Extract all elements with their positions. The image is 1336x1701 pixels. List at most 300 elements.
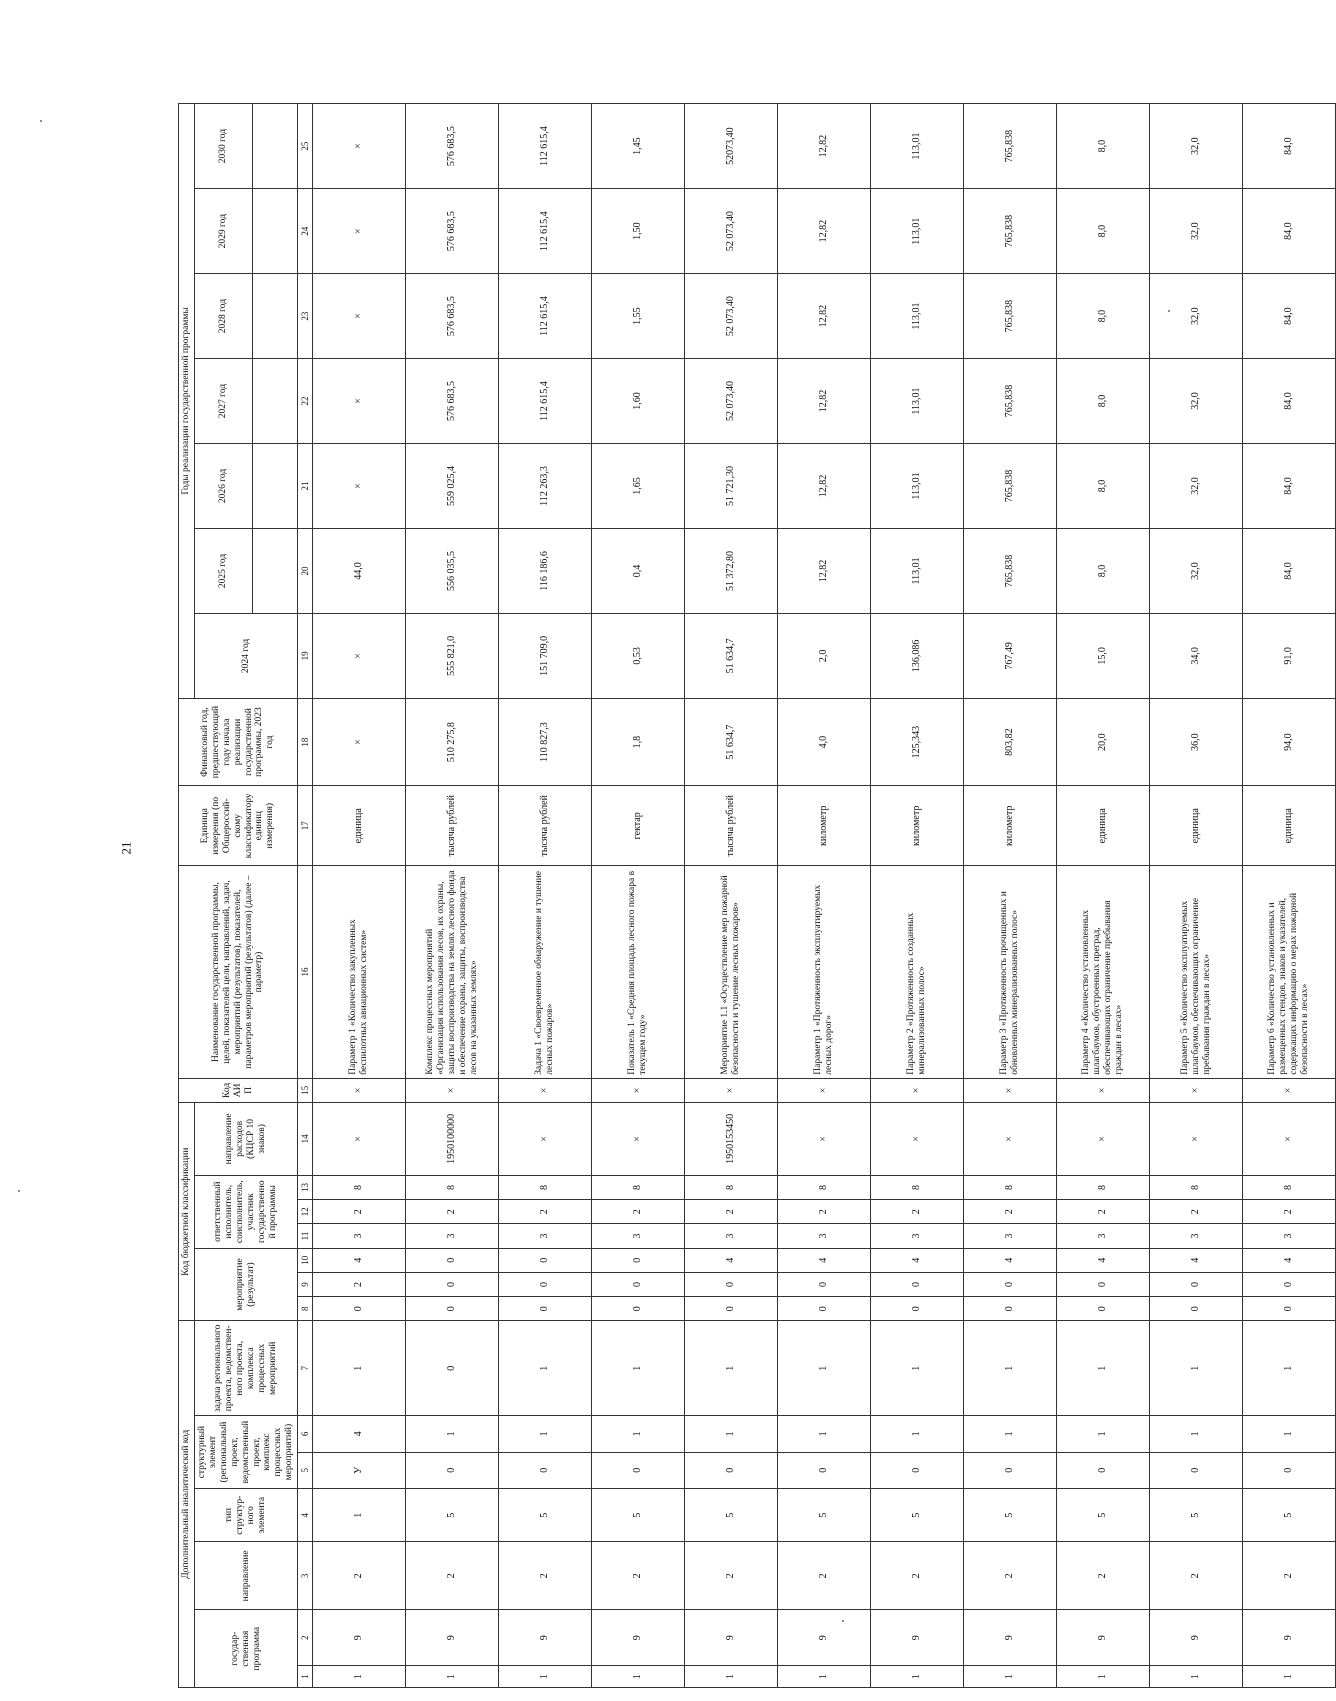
code-cell: 9 (964, 1610, 1057, 1666)
code-cell: 3 (1057, 1224, 1150, 1248)
code-cell: 2 (1150, 1542, 1243, 1610)
year-value-cell: 32,0 (1150, 359, 1243, 444)
code-cell: 2 (871, 1200, 964, 1224)
year-value-cell: 84,0 (1243, 104, 1336, 189)
code-cell: 8 (592, 1175, 685, 1199)
code-cell: 0 (871, 1452, 964, 1488)
event-header: мероприятие (результат) (194, 1248, 297, 1321)
table-row (499, 104, 592, 1688)
code-cell: 8 (313, 1175, 406, 1199)
code-cell: 3 (778, 1224, 871, 1248)
year-value-cell: 2,0 (778, 613, 871, 698)
code-cell: 2 (1057, 1542, 1150, 1610)
year-value-cell: 112 615,4 (499, 274, 592, 359)
code-cell: 1 (499, 1321, 592, 1416)
code-cell: 9 (871, 1610, 964, 1666)
year-value-cell: 136,086 (871, 613, 964, 698)
code-cell: 1 (685, 1416, 778, 1452)
code-cell: 1 (1057, 1321, 1150, 1416)
code-cell: 1 (592, 1416, 685, 1452)
year-value-cell: 1,55 (592, 274, 685, 359)
year-value-cell: 151 709,0 (499, 613, 592, 698)
table-row (406, 104, 499, 1688)
code-cell: 0 (871, 1272, 964, 1296)
unit-cell: километр (964, 786, 1057, 866)
name-header: Наименование государственной программы, целей, показателей цели, направлений, задач, мероприятий (результатов), показателей, параметров мероприятий (результатов) (далее – параметр) (179, 866, 298, 1078)
year-value-cell: 765,838 (964, 359, 1057, 444)
item-name-cell: Параметр 2 «Протяженность созданных минерализованных полос» (871, 866, 964, 1078)
code-cell: 5 (1150, 1488, 1243, 1541)
year-value-cell: 1,45 (592, 104, 685, 189)
year-value-cell: 1,60 (592, 359, 685, 444)
base-year-value-cell: 94,0 (1243, 698, 1336, 785)
year-value-cell: 32,0 (1150, 189, 1243, 274)
code-cell: 0 (964, 1297, 1057, 1321)
code-cell: 1950153450 (685, 1103, 778, 1176)
code-cell: 5 (592, 1488, 685, 1541)
code-cell: 1 (871, 1416, 964, 1452)
year-value-cell: 576 683,5 (406, 359, 499, 444)
year-value-cell: 765,838 (964, 444, 1057, 529)
year-value-cell: 12,82 (778, 274, 871, 359)
year-value-cell: 15,0 (1057, 613, 1150, 698)
code-cell: 0 (499, 1248, 592, 1272)
year-value-cell: 765,838 (964, 528, 1057, 613)
table-row (1243, 104, 1336, 1688)
code-cell: × (592, 1103, 685, 1176)
rotated-table-wrapper (178, 103, 1311, 1688)
year-value-cell: 52073,40 (685, 104, 778, 189)
column-number: 20 (298, 528, 313, 613)
year-value-cell: 32,0 (1150, 528, 1243, 613)
year-value-cell: 116 186,6 (499, 528, 592, 613)
code-cell: 0 (1243, 1452, 1336, 1488)
year-value-cell: 767,49 (964, 613, 1057, 698)
year-value-cell: 765,838 (964, 274, 1057, 359)
code-cell: 2 (1243, 1200, 1336, 1224)
column-number: 19 (298, 613, 313, 698)
column-number: 11 (298, 1224, 313, 1248)
year-value-cell: 556 035,5 (406, 528, 499, 613)
executor-header: ответственный исполнитель, соисполнитель, участник государственной программы (194, 1175, 297, 1248)
code-cell: × (871, 1078, 964, 1102)
code-cell: 2 (592, 1200, 685, 1224)
item-name-cell: Показатель 1 «Средняя площадь лесного пожара в текущем году» (592, 866, 685, 1078)
year-value-cell: 84,0 (1243, 359, 1336, 444)
scan-speck (18, 1190, 20, 1192)
code-cell: 2 (871, 1542, 964, 1610)
code-cell: 3 (592, 1224, 685, 1248)
code-cell: 2 (406, 1200, 499, 1224)
code-cell: 2 (499, 1542, 592, 1610)
column-number-row (298, 104, 313, 1688)
code-cell: 1 (871, 1666, 964, 1688)
code-cell: 1 (313, 1321, 406, 1416)
year-header: 2027 год (194, 359, 252, 444)
item-name-cell: Параметр 6 «Количество установленных и размещенных стендов, знаков и указателей, содержащих информацию о мерах пожарной безопасности в лесах» (1243, 866, 1336, 1078)
code-cell: 0 (592, 1248, 685, 1272)
code-cell: 0 (1150, 1297, 1243, 1321)
code-cell: 1 (778, 1416, 871, 1452)
item-name-cell: Параметр 4 «Количество установленных шлагбаумов, обустроенных преград, обеспечивающих ограничение пребывания граждан в лесах» (1057, 866, 1150, 1078)
code-cell: 5 (685, 1488, 778, 1541)
year-value-cell: 12,82 (778, 359, 871, 444)
table-body (298, 104, 1336, 1688)
task-header: задача регионального проекта, ведомствен- ного проекта, комплекса процессных мероприятий (194, 1321, 297, 1416)
type-header: тип структур- ного элемента (194, 1488, 297, 1541)
code-cell: 0 (499, 1272, 592, 1296)
column-number: 18 (298, 698, 313, 785)
year-value-cell: 576 683,5 (406, 274, 499, 359)
year-value-cell: 84,0 (1243, 528, 1336, 613)
code-cell: 0 (406, 1248, 499, 1272)
code-cell: 9 (1243, 1610, 1336, 1666)
year-spacer (253, 274, 298, 359)
item-name-cell: Параметр 1 «Количество закупленных беспилотных авиационных систем» (313, 866, 406, 1078)
group-analytic-header: Дополнительный аналитический код (179, 1321, 195, 1688)
code-cell: × (499, 1103, 592, 1176)
year-value-cell: 84,0 (1243, 189, 1336, 274)
code-cell: 1 (964, 1666, 1057, 1688)
code-cell: 4 (313, 1248, 406, 1272)
code-cell: 9 (499, 1610, 592, 1666)
code-cell: 5 (964, 1488, 1057, 1541)
code-cell: 0 (964, 1452, 1057, 1488)
year-value-cell: 559 025,4 (406, 444, 499, 529)
code-cell: 1 (778, 1321, 871, 1416)
year-header: 2026 год (194, 444, 252, 529)
unit-cell: единица (1243, 786, 1336, 866)
code-cell: × (499, 1078, 592, 1102)
code-cell: 0 (499, 1297, 592, 1321)
code-cell: 9 (592, 1610, 685, 1666)
code-cell: 1 (406, 1666, 499, 1688)
code-cell: 2 (406, 1542, 499, 1610)
code-cell: 5 (778, 1488, 871, 1541)
unit-cell: единица (1057, 786, 1150, 866)
unit-cell: единица (1150, 786, 1243, 866)
year-value-cell: 52 073,40 (685, 189, 778, 274)
code-cell: × (592, 1078, 685, 1102)
code-cell: 8 (1057, 1175, 1150, 1199)
year-value-cell: 32,0 (1150, 274, 1243, 359)
code-cell: 0 (1243, 1297, 1336, 1321)
code-cell: 0 (871, 1297, 964, 1321)
code-cell: 4 (871, 1248, 964, 1272)
code-cell: 1 (592, 1321, 685, 1416)
column-number: 24 (298, 189, 313, 274)
code-cell: 8 (406, 1175, 499, 1199)
base-year-header: Финансовый год, предшествующий году начала реализации государственной программы, 2023 год (179, 698, 298, 785)
code-cell: 0 (499, 1452, 592, 1488)
year-value-cell: 112 615,4 (499, 104, 592, 189)
column-number: 13 (298, 1175, 313, 1199)
code-cell: 0 (964, 1272, 1057, 1296)
code-cell: 2 (313, 1200, 406, 1224)
year-header: 2030 год (194, 104, 252, 189)
table-row (1057, 104, 1150, 1688)
year-value-cell: × (313, 189, 406, 274)
year-value-cell: 84,0 (1243, 444, 1336, 529)
struct-elem-header: структурный элемент (региональный проект, ведомственный проект, комплекс процессных мероприятий) (194, 1416, 297, 1489)
base-year-value-cell: 4,0 (778, 698, 871, 785)
code-cell: 1 (592, 1666, 685, 1688)
column-number: 14 (298, 1103, 313, 1176)
column-number: 1 (298, 1666, 313, 1688)
code-cell: 3 (871, 1224, 964, 1248)
code-cell: 0 (592, 1452, 685, 1488)
year-value-cell: × (313, 274, 406, 359)
code-cell: 1 (313, 1488, 406, 1541)
column-number: 12 (298, 1200, 313, 1224)
base-year-value-cell: 20,0 (1057, 698, 1150, 785)
year-value-cell: 51 721,30 (685, 444, 778, 529)
code-cell: 0 (1150, 1452, 1243, 1488)
year-value-cell: 91,0 (1243, 613, 1336, 698)
column-number: 3 (298, 1542, 313, 1610)
year-value-cell: 8,0 (1057, 274, 1150, 359)
gp-header: государ- ственная программа (194, 1610, 297, 1688)
code-cell: 1950100000 (406, 1103, 499, 1176)
column-number: 8 (298, 1297, 313, 1321)
year-value-cell: 765,838 (964, 104, 1057, 189)
base-year-value-cell: 510 275,8 (406, 698, 499, 785)
year-spacer (253, 444, 298, 529)
page-number: 21 (118, 841, 134, 855)
code-cell: × (406, 1078, 499, 1102)
year-value-cell: 113,01 (871, 189, 964, 274)
code-cell: × (1057, 1103, 1150, 1176)
code-cell: 2 (1243, 1542, 1336, 1610)
code-cell: 0 (592, 1297, 685, 1321)
column-number: 22 (298, 359, 313, 444)
code-cell: 1 (406, 1416, 499, 1452)
code-cell: 4 (1243, 1248, 1336, 1272)
code-cell: 3 (964, 1224, 1057, 1248)
year-value-cell: 0,53 (592, 613, 685, 698)
code-cell: 1 (685, 1321, 778, 1416)
base-year-value-cell: 1,8 (592, 698, 685, 785)
year-value-cell: 113,01 (871, 444, 964, 529)
column-number: 17 (298, 786, 313, 866)
code-cell: × (1150, 1078, 1243, 1102)
code-cell: 2 (778, 1200, 871, 1224)
code-cell: 2 (499, 1200, 592, 1224)
code-cell: × (313, 1103, 406, 1176)
year-value-cell: 576 683,5 (406, 104, 499, 189)
code-cell: 3 (685, 1224, 778, 1248)
unit-cell: тысяча рублей (499, 786, 592, 866)
group-budget-header: Код бюджетной классификации (179, 1103, 195, 1321)
code-cell: 9 (1057, 1610, 1150, 1666)
code-cell: 4 (964, 1248, 1057, 1272)
year-header: 2025 год (194, 528, 252, 613)
year-value-cell: 8,0 (1057, 189, 1150, 274)
code-cell: 9 (685, 1610, 778, 1666)
year-value-cell: 112 615,4 (499, 359, 592, 444)
code-cell: 8 (685, 1175, 778, 1199)
code-cell: 8 (1243, 1175, 1336, 1199)
code-cell: 0 (1150, 1272, 1243, 1296)
year-value-cell: 113,01 (871, 274, 964, 359)
code-cell: × (1243, 1078, 1336, 1102)
code-cell: 1 (499, 1666, 592, 1688)
year-spacer (253, 104, 298, 189)
item-name-cell: Комплекс процессных мероприятий «Организация использования лесов, их охраны, защиты воспроизводства на землях лесного фонда и обеспечение охраны, защиты, воспроизводства лесов на указанных землях» (406, 866, 499, 1078)
year-value-cell: 1,50 (592, 189, 685, 274)
code-cell: 8 (499, 1175, 592, 1199)
unit-header: Единица измерения (по Общероссий- скому классификатору единиц измерения) (179, 786, 298, 866)
code-cell: 2 (313, 1542, 406, 1610)
year-header: 2029 год (194, 189, 252, 274)
scan-speck (842, 1620, 844, 1622)
year-value-cell: 765,838 (964, 189, 1057, 274)
year-value-cell: 12,82 (778, 528, 871, 613)
code-cell: 8 (778, 1175, 871, 1199)
code-cell: 0 (1057, 1452, 1150, 1488)
year-value-cell: 32,0 (1150, 444, 1243, 529)
column-number: 4 (298, 1488, 313, 1541)
column-number: 5 (298, 1452, 313, 1488)
unit-cell: километр (778, 786, 871, 866)
code-cell: 3 (1243, 1224, 1336, 1248)
unit-cell: тысяча рублей (685, 786, 778, 866)
base-year-value-cell: × (313, 698, 406, 785)
year-value-cell: 113,01 (871, 104, 964, 189)
year-spacer (253, 359, 298, 444)
direction-header: направление (194, 1542, 297, 1610)
scan-speck (40, 120, 42, 122)
year-value-cell: 44,0 (313, 528, 406, 613)
code-cell: 8 (871, 1175, 964, 1199)
year-value-cell: 112 263,3 (499, 444, 592, 529)
code-cell: 3 (1150, 1224, 1243, 1248)
code-cell: 0 (685, 1297, 778, 1321)
code-cell: 5 (406, 1488, 499, 1541)
code-cell: 1 (1150, 1666, 1243, 1688)
code-cell: 0 (1057, 1272, 1150, 1296)
column-number: 23 (298, 274, 313, 359)
code-cell: 1 (1150, 1416, 1243, 1452)
code-cell: 1 (871, 1321, 964, 1416)
table-row (871, 104, 964, 1688)
code-cell: 4 (313, 1416, 406, 1452)
header-row-1 (179, 104, 195, 1688)
year-value-cell: 52 073,40 (685, 359, 778, 444)
item-name-cell: Параметр 1 «Протяженность эксплуатируемых лесных дорог» (778, 866, 871, 1078)
unit-cell: единица (313, 786, 406, 866)
code-cell: 0 (778, 1452, 871, 1488)
code-cell: 0 (778, 1272, 871, 1296)
year-value-cell: 34,0 (1150, 613, 1243, 698)
code-cell: 8 (964, 1175, 1057, 1199)
item-name-cell: Мероприятие 1.1 «Осуществление мер пожарной безопасности и тушение лесных пожаров» (685, 866, 778, 1078)
code-cell: 0 (1243, 1272, 1336, 1296)
base-year-value-cell: 803,82 (964, 698, 1057, 785)
code-cell: 9 (313, 1610, 406, 1666)
year-value-cell: 555 821,0 (406, 613, 499, 698)
code-cell: × (964, 1078, 1057, 1102)
code-cell: × (871, 1103, 964, 1176)
scan-speck (1168, 310, 1170, 312)
code-cell: 5 (871, 1488, 964, 1541)
code-cell: 0 (685, 1272, 778, 1296)
year-value-cell: 112 615,4 (499, 189, 592, 274)
base-year-value-cell: 51 634,7 (685, 698, 778, 785)
year-value-cell: 52 073,40 (685, 274, 778, 359)
table-row (964, 104, 1057, 1688)
code-cell: 4 (1150, 1248, 1243, 1272)
year-spacer (253, 528, 298, 613)
column-number: 15 (298, 1078, 313, 1102)
code-cell: × (1150, 1103, 1243, 1176)
column-number: 7 (298, 1321, 313, 1416)
code-cell: 0 (592, 1272, 685, 1296)
unit-cell: тысяча рублей (406, 786, 499, 866)
code-cell: 2 (685, 1542, 778, 1610)
code-cell: У (313, 1452, 406, 1488)
year-value-cell: 8,0 (1057, 444, 1150, 529)
group-years-header: Годы реализации государственной программы (179, 104, 195, 699)
year-header: 2028 год (194, 274, 252, 359)
code-cell: 1 (1243, 1321, 1336, 1416)
year-value-cell: 113,01 (871, 528, 964, 613)
base-year-value-cell: 125,343 (871, 698, 964, 785)
code-cell: × (685, 1078, 778, 1102)
program-table (178, 103, 1336, 1688)
code-cell: × (313, 1078, 406, 1102)
code-cell: 2 (592, 1542, 685, 1610)
year-value-cell: × (313, 613, 406, 698)
code-cell: 2 (1057, 1200, 1150, 1224)
year-value-cell: 8,0 (1057, 528, 1150, 613)
code-cell: 4 (685, 1248, 778, 1272)
code-cell: 1 (499, 1416, 592, 1452)
table-row (313, 104, 406, 1688)
code-cell: 1 (1057, 1666, 1150, 1688)
column-number: 2 (298, 1610, 313, 1666)
year-value-cell: 8,0 (1057, 104, 1150, 189)
code-cell: 2 (1150, 1200, 1243, 1224)
unit-cell: километр (871, 786, 964, 866)
code-cell: × (964, 1103, 1057, 1176)
code-cell: × (1243, 1103, 1336, 1176)
code-cell: × (778, 1103, 871, 1176)
code-cell: 0 (313, 1297, 406, 1321)
code-cell: 1 (778, 1666, 871, 1688)
year-value-cell: 51 372,80 (685, 528, 778, 613)
code-cell: × (1057, 1078, 1150, 1102)
year-value-cell: 1,65 (592, 444, 685, 529)
code-cell: 1 (313, 1666, 406, 1688)
table-row (1150, 104, 1243, 1688)
code-cell: 1 (685, 1666, 778, 1688)
item-name-cell: Параметр 3 «Протяженность прочищенных и обновленных минерализованных полос» (964, 866, 1057, 1078)
code-cell: 2 (778, 1542, 871, 1610)
code-cell: 3 (313, 1224, 406, 1248)
code-cell: 3 (499, 1224, 592, 1248)
code-cell: 1 (964, 1416, 1057, 1452)
base-year-value-cell: 110 827,3 (499, 698, 592, 785)
code-cell: 9 (406, 1610, 499, 1666)
base-year-value-cell: 36,0 (1150, 698, 1243, 785)
code-cell: 2 (964, 1542, 1057, 1610)
year-value-cell: 32,0 (1150, 104, 1243, 189)
code-aip-header: Код АИП (179, 1078, 298, 1102)
code-cell: 1 (1150, 1321, 1243, 1416)
code-cell: 4 (1057, 1248, 1150, 1272)
code-cell: 1 (1243, 1416, 1336, 1452)
